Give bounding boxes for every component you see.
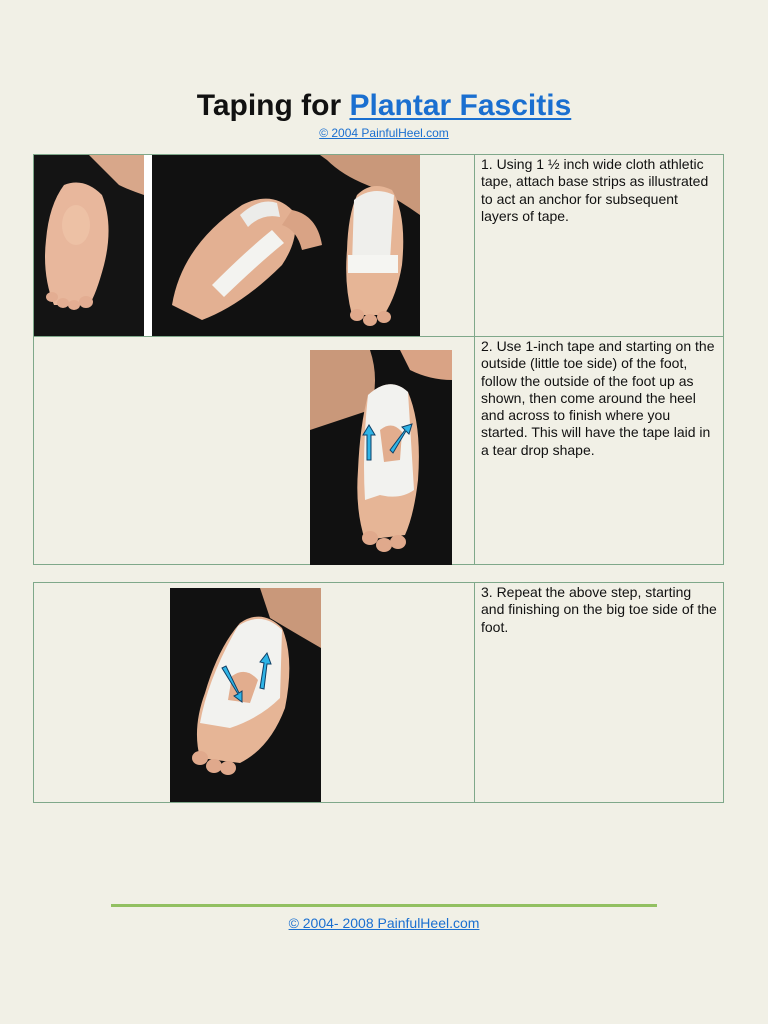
footer	[0, 914, 768, 932]
step-3-text: 3. Repeat the above step, starting and finishing on the big toe side of the foot.	[475, 583, 724, 803]
photo-teardrop-inside	[170, 588, 321, 802]
photo-gap	[144, 155, 152, 336]
title-link[interactable]: Plantar Fascitis	[349, 89, 572, 122]
footer-copyright-link[interactable]: © 2004- 2008 PainfulHeel.com	[288, 915, 480, 931]
step-row-2	[34, 337, 724, 565]
step-3-images	[34, 583, 475, 803]
steps-table-1	[33, 154, 724, 565]
header-copyright	[0, 125, 768, 141]
header-copyright-link[interactable]: © 2004 PainfulHeel.com	[319, 126, 449, 140]
photo-bare-foot	[34, 155, 144, 336]
page-title	[0, 88, 768, 124]
step-2-text: 2. Use 1-inch tape and starting on the outside (little toe side) of the foot, follow the outside of the foot up as shown, then come around the heel and across to finish where you started. This will have the tape laid in a tear drop shape.	[475, 337, 724, 565]
step-1-text: 1. Using 1 ½ inch wide cloth athletic tape, attach base strips as illustrated to act an anchor for subsequent layers of tape.	[475, 155, 724, 337]
step-row-1	[34, 155, 724, 337]
steps-table-2	[33, 582, 724, 803]
photo-base-strips	[152, 155, 420, 336]
title-prefix: Taping for	[196, 89, 350, 122]
footer-divider	[111, 904, 657, 907]
photo-teardrop-outside	[310, 350, 452, 565]
step-2-images	[34, 337, 475, 565]
step-row-3	[34, 583, 724, 803]
step-1-images	[34, 155, 475, 337]
